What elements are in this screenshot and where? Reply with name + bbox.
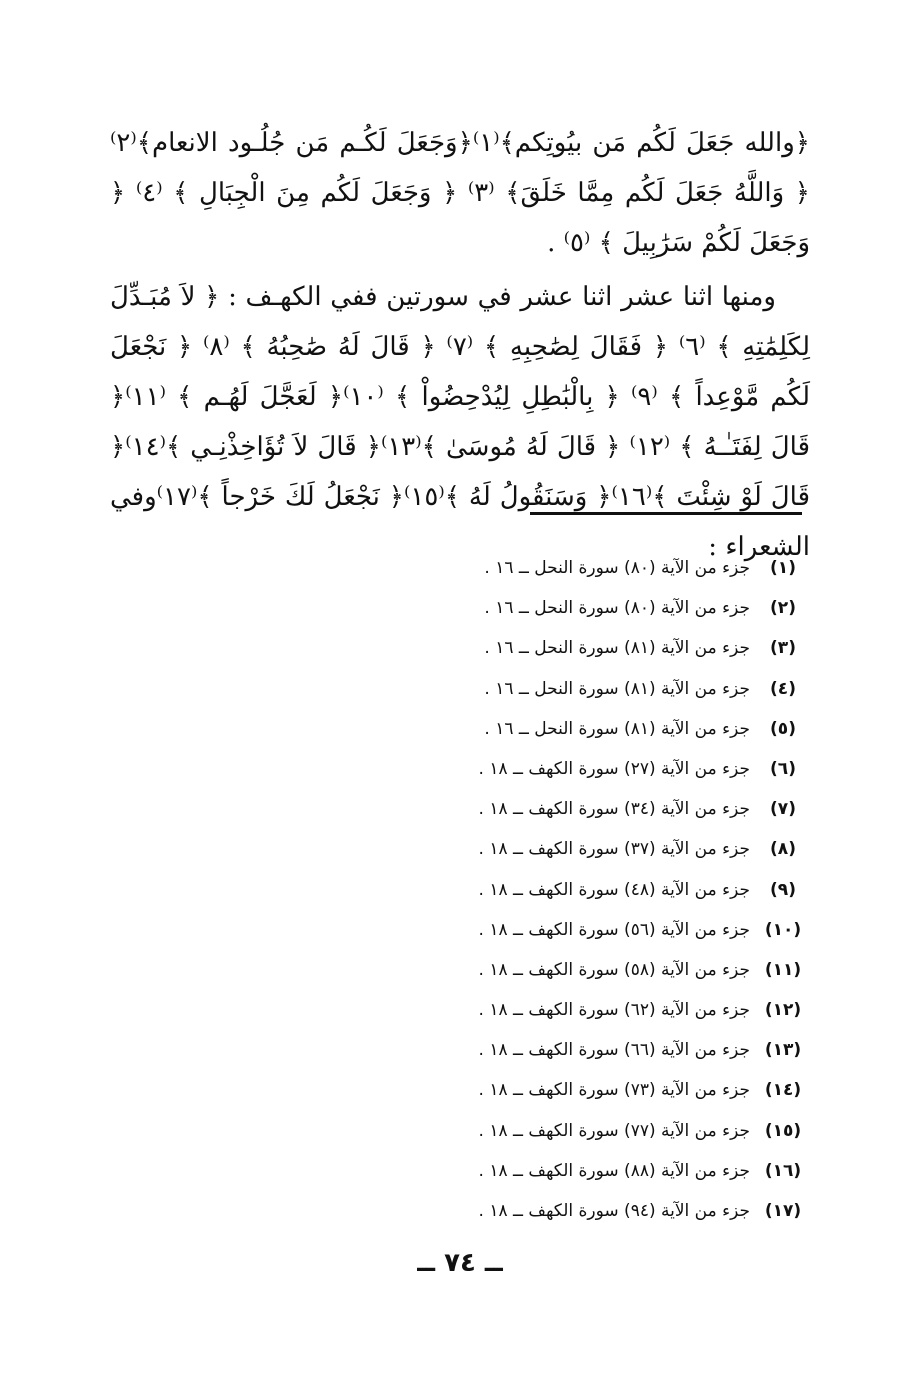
footnote-separator [530, 512, 802, 515]
footnote-number: (٢) [770, 598, 796, 619]
body-paragraph: ﴿والله جَعَلَ لَكُم مَن بيُوتِكم﴾⁽١⁾﴿وَجَعَلَ لَكُـم مَن جُلُـود الانعام﴾⁽٢⁾ ﴿ وَاللَّهُ جَعَلَ لَكُم مِمَّا خَلَقَ﴾ ⁽٣⁾ ﴿ وَجَعَلَ لَكُم مِنَ الْجِبَالِ ﴾ ⁽٤⁾ ﴿ وَجَعَلَ لَكُمْ سَرَٰبِيلَ ﴾ ⁽٥⁾ . [110, 128, 811, 258]
footnote-item [420, 1033, 810, 1073]
footnote-text: جزء من الآية (٨١) سورة النحل ــ ١٦ . [484, 678, 750, 699]
footnote-item [420, 672, 810, 712]
footnote-text: جزء من الآية (٩٤) سورة الكهف ــ ١٨ . [478, 1201, 750, 1221]
footnote-text: جزء من الآية (٦٦) سورة الكهف ــ ١٨ . [478, 1040, 750, 1061]
footnote-number: (٥) [770, 718, 796, 739]
footnote-number: (٨) [770, 839, 796, 860]
footnote-text: جزء من الآية (٥٨) سورة الكهف ــ ١٨ . [478, 959, 750, 980]
footnote-text: جزء من الآية (٢٧) سورة الكهف ــ ١٨ . [478, 758, 750, 779]
footnote-item [420, 712, 810, 752]
footnote-item [420, 1154, 810, 1194]
footnote-text: جزء من الآية (٦٢) سورة الكهف ــ ١٨ . [478, 1000, 750, 1021]
page-number: ــ ٧٤ ــ [417, 1248, 503, 1278]
footnote-number: (١٣) [764, 1040, 802, 1061]
footnote-number: (٦) [770, 758, 796, 779]
footnote-item [420, 1194, 810, 1234]
footnote-text: جزء من الآية (٧٧) سورة الكهف ــ ١٨ . [478, 1120, 750, 1141]
footnote-number: (٧) [770, 799, 796, 820]
footnote-text: جزء من الآية (٨١) سورة النحل ــ ١٦ . [484, 718, 750, 739]
footnote-item [420, 953, 810, 993]
footnote-number: (١١) [764, 959, 802, 980]
footnote-number: (١٦) [764, 1160, 802, 1181]
footnote-text: جزء من الآية (٤٨) سورة الكهف ــ ١٨ . [478, 879, 750, 900]
footnote-number: (١٧) [764, 1201, 802, 1221]
footnote-item [420, 873, 810, 913]
footnote-text: جزء من الآية (٣٤) سورة الكهف ــ ١٨ . [478, 799, 750, 820]
footnote-text: جزء من الآية (٨٨) سورة الكهف ــ ١٨ . [478, 1160, 750, 1181]
footnote-number: (١) [770, 558, 796, 578]
footnote-item [420, 591, 810, 631]
footnote-text: جزء من الآية (٨١) سورة النحل ــ ١٦ . [484, 638, 750, 659]
footnote-item [420, 792, 810, 832]
footnote-text: جزء من الآية (٥٦) سورة الكهف ــ ١٨ . [478, 919, 750, 940]
footnote-item [420, 1114, 810, 1154]
footnote-item [420, 551, 810, 591]
footnote-number: (٤) [770, 678, 796, 699]
footnote-item [420, 752, 810, 792]
body-paragraph: ومنها اثنا عشر اثنا عشر في سورتين ففي الكهـف : ﴿ لاَ مُبَـدِّلَ لِكَلِمَٰتِهِ ﴾ ⁽٦⁾ ﴿ فَقَالَ لِصَٰحِبِهِ ﴾ ⁽٧⁾ ﴿ قَالَ لَهُ صَٰحِبُهُ ﴾ ⁽٨⁾ ﴿ نَجْعَلَ لَكُم مَّوْعِداً ﴾ ⁽٩⁾ ﴿ بِالْبَٰطِلِ لِيُدْحِضُواْ ﴾ ⁽١٠⁾﴿ لَعَجَّلَ لَهُـم ﴾ ⁽١١⁾﴿ قَالَ لِفَتَـٰـهُ ﴾ ⁽١٢⁾ ﴿ قَالَ لَهُ مُوسَىٰ ﴾⁽١٣⁾﴿ قَالَ لاَ تُؤَاخِذْنِـي ﴾⁽١٤⁾﴿ قَالَ لَوْ شِئْتَ ﴾⁽١٦⁾﴿ وَسَنَقُولُ لَهُ ﴾⁽١٥⁾﴿ نَجْعَلُ لَكَ خَرْجاً ﴾⁽١٧⁾وفي الشعراء : [110, 282, 811, 562]
footnote-item [420, 993, 810, 1033]
footnote-text: جزء من الآية (٨٠) سورة النحل ــ ١٦ . [484, 598, 750, 619]
footnote-number: (١٢) [764, 1000, 802, 1021]
footnotes-list [420, 551, 810, 1234]
footnote-text: جزء من الآية (٨٠) سورة النحل ــ ١٦ . [484, 558, 750, 578]
footnote-item [420, 631, 810, 671]
footnote-text: جزء من الآية (٧٣) سورة الكهف ــ ١٨ . [478, 1080, 750, 1101]
footnote-text: جزء من الآية (٣٧) سورة الكهف ــ ١٨ . [478, 839, 750, 860]
footnote-number: (٩) [770, 879, 796, 900]
footnote-number: (١٠) [764, 919, 802, 940]
footnote-item [420, 913, 810, 953]
footnote-item [420, 1073, 810, 1113]
footnote-item [420, 832, 810, 872]
footnote-number: (١٤) [764, 1080, 802, 1101]
footnote-number: (١٥) [764, 1120, 802, 1141]
footnote-number: (٣) [770, 638, 796, 659]
